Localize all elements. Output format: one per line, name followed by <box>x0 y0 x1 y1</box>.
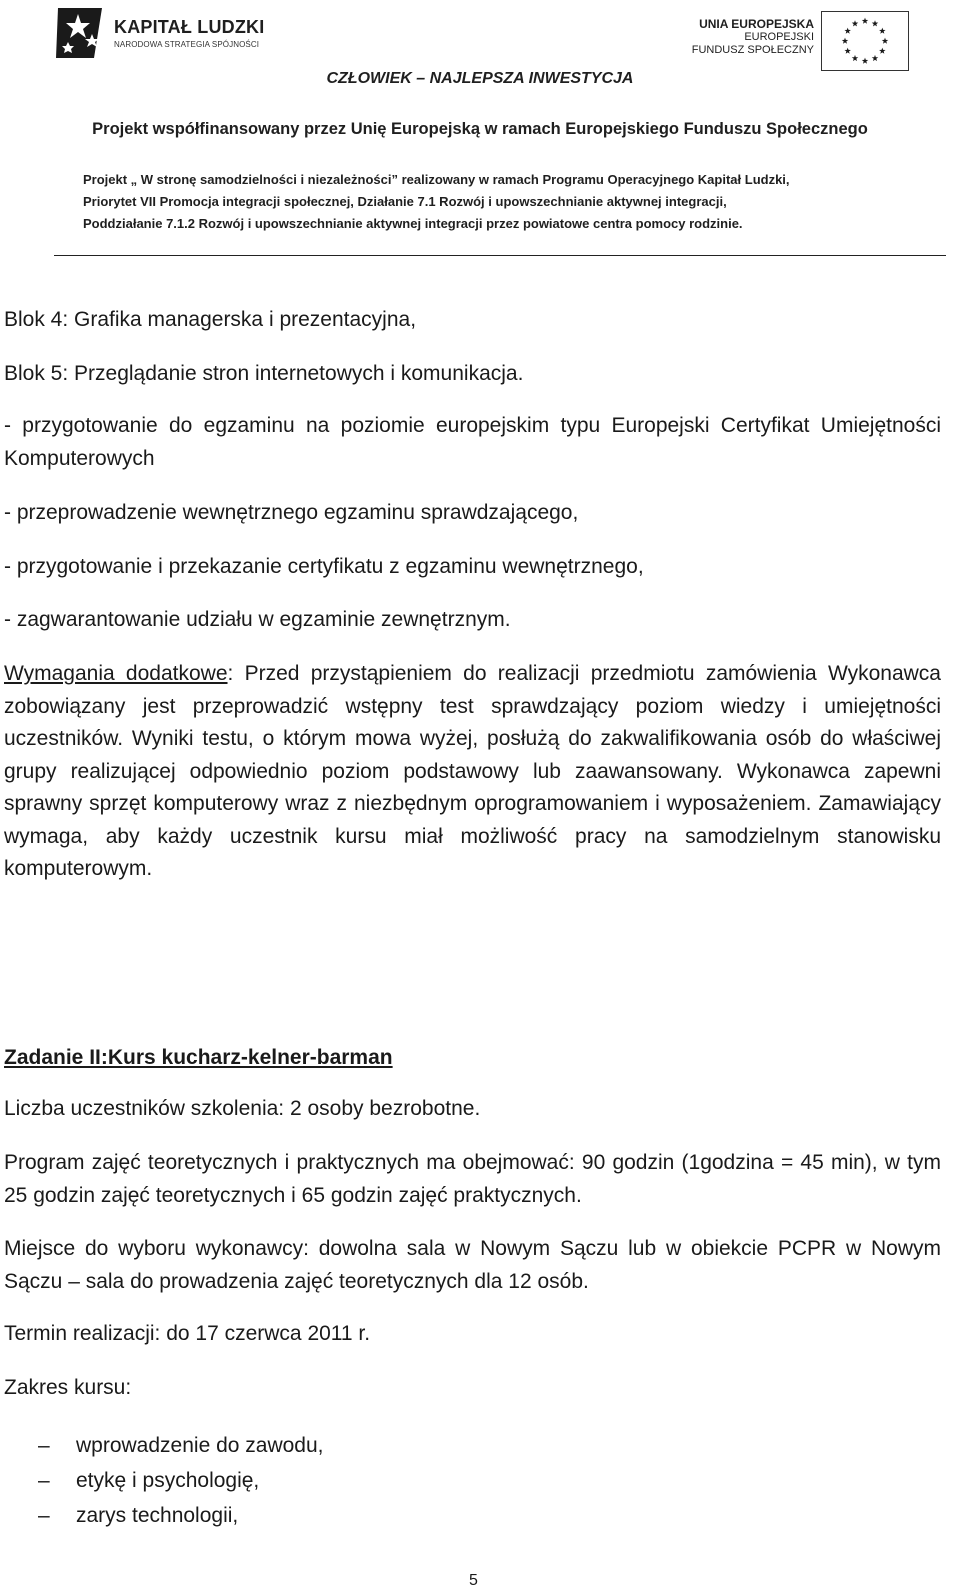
place-paragraph: Miejsce do wyboru wykonawcy: dowolna sala w Nowym Sączu lub w obiekcie PCPR w Nowym Sączu – sala do prowadzenia zajęć teoretycznych dla 12 osób. <box>4 1237 941 1293</box>
project-cofinancing-line: Projekt współfinansowany przez Unię Europejską w ramach Europejskiego Funduszu Społecznego <box>92 120 868 138</box>
header-divider <box>54 255 946 256</box>
list-item: - przeprowadzenie wewnętrznego egzaminu sprawdzającego, <box>4 501 579 524</box>
eu-star-icon <box>882 38 888 44</box>
scope-list <box>38 1428 324 1533</box>
eu-star-icon <box>862 18 868 24</box>
eu-star-icon <box>852 20 858 26</box>
scope-item-text: wprowadzenie do zawodu, <box>76 1434 324 1457</box>
eu-star-icon <box>879 28 885 34</box>
requirements-label: Wymagania dodatkowe <box>4 662 228 685</box>
eu-star-icon <box>879 48 885 54</box>
scope-label: Zakres kursu: <box>4 1376 132 1399</box>
list-item: - przygotowanie i przekazanie certyfikatu z egzaminu wewnętrznego, <box>4 555 644 578</box>
task-title: Zadanie II:Kurs kucharz-kelner-barman <box>4 1046 393 1069</box>
eu-flag-icon <box>821 11 909 71</box>
eu-efs-logo <box>690 8 910 68</box>
kapital-ludzki-logo <box>54 4 284 62</box>
eu-star-icon <box>862 58 868 64</box>
project-description <box>83 169 883 235</box>
list-item: - przygotowanie do egzaminu na poziomie europejskim typu Europejski Certyfikat Umiejętności Komputerowych <box>4 414 941 470</box>
eu-star-icon <box>872 55 878 61</box>
deadline: Termin realizacji: do 17 czerwca 2011 r. <box>4 1322 371 1345</box>
kapital-ludzki-emblem-icon <box>54 4 108 62</box>
project-desc-line-3: Poddziałanie 7.1.2 Rozwój i upowszechnianie aktywnej integracji przez powiatowe centra pomocy rodzinie. <box>83 216 743 231</box>
scope-item-text: zarys technologii, <box>76 1504 239 1527</box>
dash-bullet: – <box>38 1504 50 1527</box>
kapital-ludzki-name: KAPITAŁ LUDZKI <box>114 17 265 37</box>
participants-count: Liczba uczestników szkolenia: 2 osoby bezrobotne. <box>4 1097 481 1120</box>
list-item <box>38 1428 324 1463</box>
blok-5: Blok 5: Przeglądanie stron internetowych i komunikacja. <box>4 362 524 385</box>
eu-star-icon <box>852 55 858 61</box>
program-paragraph: Program zajęć teoretycznych i praktycznych ma obejmować: 90 godzin (1godzina = 45 min), w tym 25 godzin zajęć teoretycznych i 65 godzin zajęć praktycznych. <box>4 1151 941 1207</box>
list-item: - zagwarantowanie udziału w egzaminie zewnętrznym. <box>4 608 511 631</box>
eu-logo-text <box>690 18 814 57</box>
requirements-paragraph <box>4 658 941 886</box>
list-item <box>38 1463 324 1498</box>
eu-star-icon <box>844 28 850 34</box>
dash-bullet: – <box>38 1434 50 1457</box>
eu-logo-line1: UNIA EUROPEJSKA <box>699 17 814 31</box>
eu-logo-line2: EUROPEJSKI <box>744 31 814 43</box>
project-desc-line-2: Priorytet VII Promocja integracji społecznej, Działanie 7.1 Rozwój i upowszechnianie aktywnej integracji, <box>83 194 727 209</box>
eu-star-icon <box>844 48 850 54</box>
eu-logo-line3: FUNDUSZ SPOŁECZNY <box>691 44 814 56</box>
list-item <box>38 1498 324 1533</box>
eu-star-icon <box>842 38 848 44</box>
scope-item-text: etykę i psychologię, <box>76 1469 260 1492</box>
project-desc-line-1: Projekt „ W stronę samodzielności i niezależności” realizowany w ramach Programu Operacyjnego Kapitał Ludzki, <box>83 172 790 187</box>
eu-star-icon <box>872 20 878 26</box>
blok-4: Blok 4: Grafika managerska i prezentacyjna, <box>4 308 417 331</box>
dash-bullet: – <box>38 1469 50 1492</box>
page-number: 5 <box>469 1572 478 1589</box>
requirements-text: : Przed przystąpieniem do realizacji przedmiotu zamówienia Wykonawca zobowiązany jest przeprowadzić wstępny test sprawdzający poziom wiedzy i umiejętności uczestników. Wyniki testu, o którym mowa wyżej, posłużą do zakwalifikowania osób do właściwej grupy realizującej odpowiednio poziom podstawowy lub zaawansowany. Wykonawca zapewni sprawny sprzęt komputerowy wraz z niezbędnym oprogramowaniem i wyposażeniem. Zamawiający wymaga, aby każdy uczestnik kursu miał możliwość pracy na samodzielnym stanowisku komputerowym. <box>4 662 941 880</box>
motto: CZŁOWIEK – NAJLEPSZA INWESTYCJA <box>326 70 634 87</box>
kapital-ludzki-subtitle: NARODOWA STRATEGIA SPÓJNOŚCI <box>114 40 260 49</box>
